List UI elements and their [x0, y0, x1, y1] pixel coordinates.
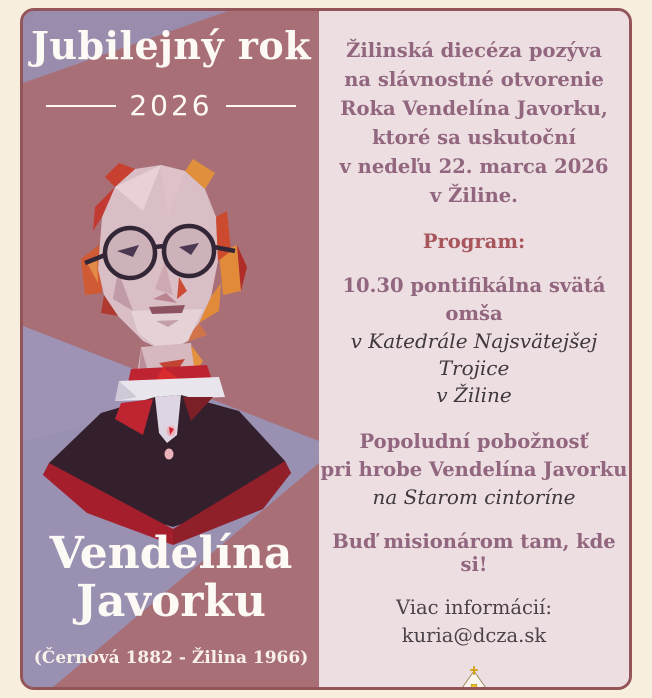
year-row [23, 89, 319, 122]
diocese-coat-of-arms-icon [422, 662, 526, 687]
year-rule-left [46, 105, 116, 107]
year-rule-right [226, 105, 296, 107]
coat-of-arms-wrap [319, 662, 629, 687]
honoree-name-line2: Javorku [76, 576, 266, 627]
contact-info-label: Viac informácií: [396, 596, 552, 619]
poster-title: Jubilejný rok [30, 23, 312, 68]
program-item-mass [319, 272, 629, 409]
right-panel [319, 11, 629, 687]
program-item-title: Popoludní pobožnosť [359, 430, 589, 453]
poster-card [20, 8, 632, 690]
invitation-line: v Žiline. [430, 184, 518, 207]
left-panel [23, 11, 319, 687]
invitation-line: na slávnostné otvorenie [344, 68, 604, 91]
contact-email: kuria@dcza.sk [401, 624, 547, 647]
invitation-line: Žilinská diecéza pozýva [346, 39, 602, 62]
motto-text: Buď misionárom tam, kde si! [332, 530, 616, 576]
program-item-detail: v Katedrále Najsvätejšej Trojice [350, 329, 598, 380]
invitation-line: v nedeľu 22. marca 2026 [339, 155, 609, 178]
program-item-title: pri hrobe Vendelína Javorku [320, 458, 628, 481]
program-heading: Program: [422, 230, 526, 253]
program-item-title: 10.30 pontifikálna svätá omša [342, 274, 606, 325]
contact-info [319, 594, 629, 650]
invitation-text [319, 36, 629, 210]
year-text: 2026 [129, 89, 213, 122]
honoree-name-line1: Vendelína [49, 528, 293, 579]
program-item-detail: na Starom cintoríne [372, 485, 576, 509]
life-dates: (Černová 1882 - Žilina 1966) [33, 648, 309, 668]
honoree-name [23, 530, 319, 626]
invitation-line: Roka Vendelína Javorku, [340, 97, 608, 120]
program-item-detail: v Žiline [436, 383, 512, 407]
invitation-line: ktoré sa uskutoční [372, 126, 576, 149]
program-item-devotion [319, 428, 629, 511]
